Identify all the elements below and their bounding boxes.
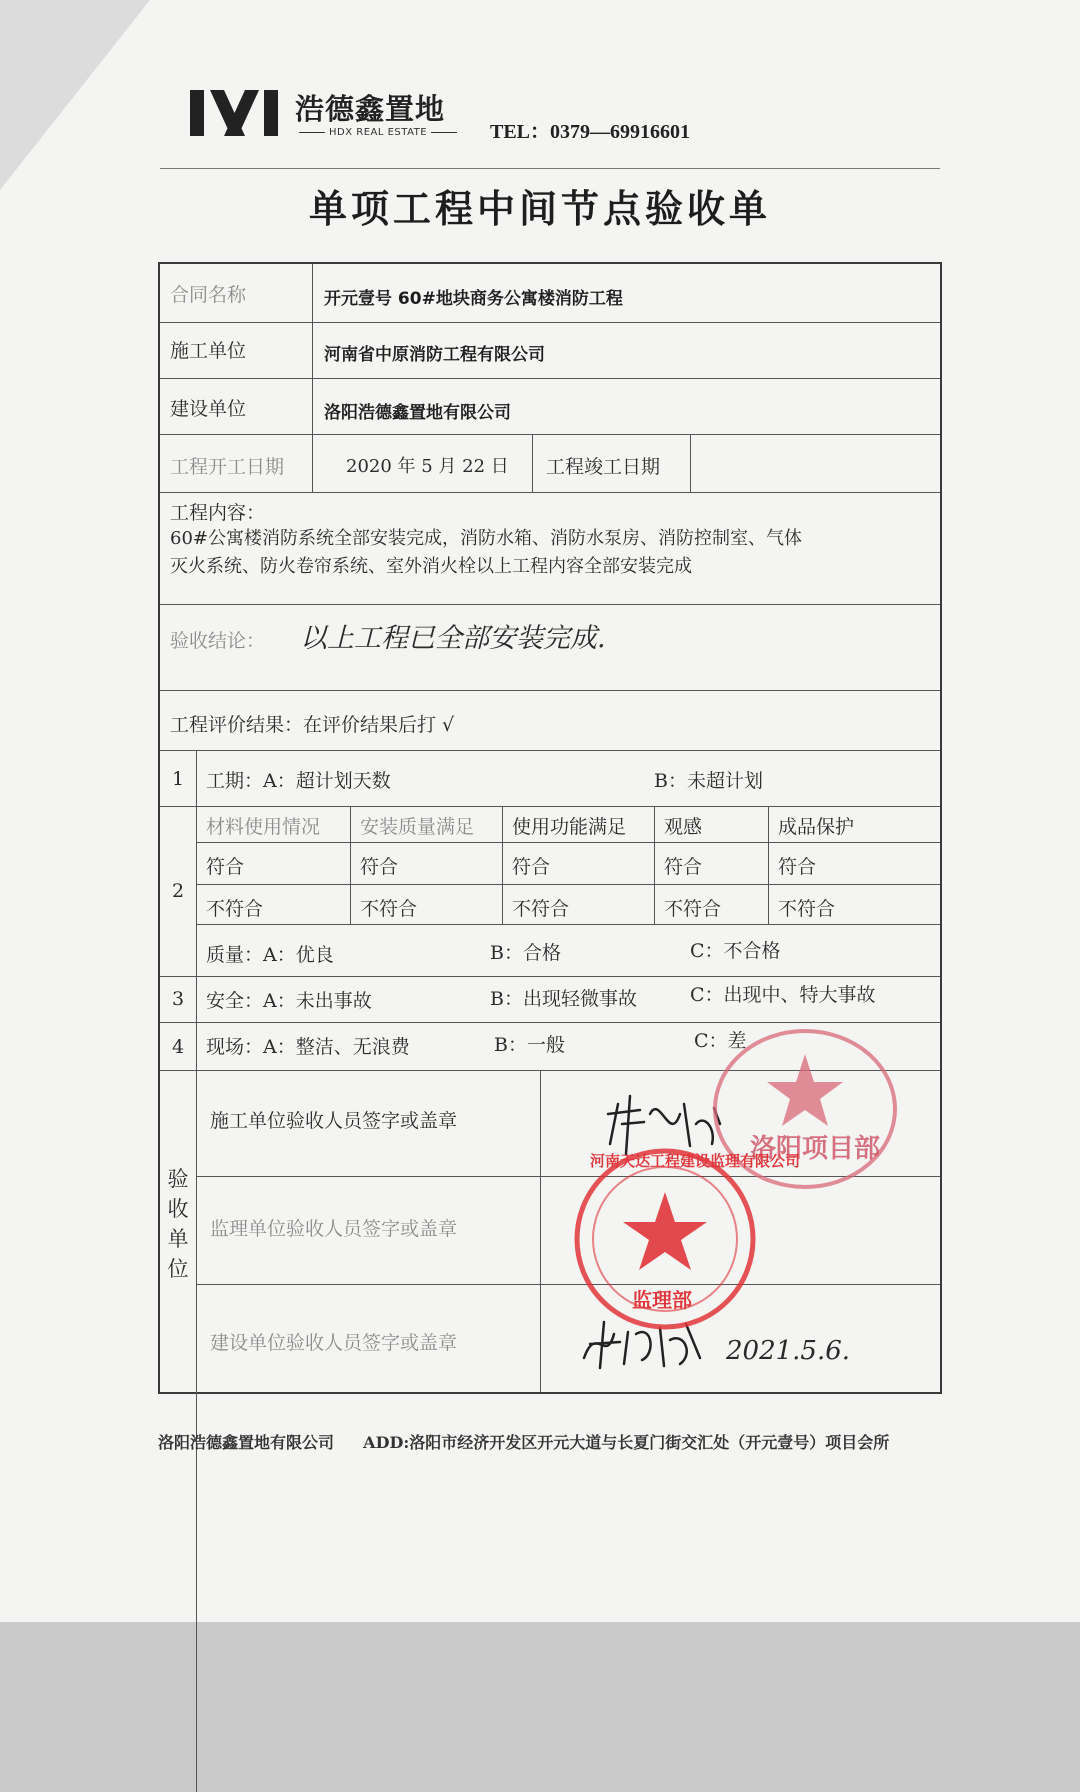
form-title: 单项工程中间节点验收单 bbox=[308, 187, 771, 231]
col-divider bbox=[532, 434, 533, 492]
item-2-number: 2 bbox=[172, 880, 185, 902]
safety-option-a: 安全：A：未出事故 bbox=[206, 990, 372, 1012]
item-1-number: 1 bbox=[172, 768, 185, 790]
row-divider bbox=[160, 690, 940, 691]
constructor-sign-label: 施工单位验收人员签字或盖章 bbox=[210, 1110, 458, 1132]
row-divider bbox=[160, 806, 940, 807]
owner-label: 建设单位 bbox=[170, 398, 247, 420]
supervisor-stamp bbox=[570, 1144, 801, 1334]
company-logo-icon bbox=[190, 90, 280, 136]
telephone: TEL：0379—69916601 bbox=[490, 121, 691, 143]
row-divider bbox=[196, 842, 940, 843]
bad-materials: 不符合 bbox=[206, 898, 264, 920]
col-divider bbox=[654, 806, 655, 924]
acceptance-form bbox=[158, 262, 942, 1394]
project-stamp-text: 洛阳项目部 bbox=[750, 1134, 881, 1164]
bad-install-quality: 不符合 bbox=[360, 898, 418, 920]
header-install-quality: 安装质量满足 bbox=[360, 816, 475, 838]
folded-corner bbox=[0, 0, 150, 190]
col-divider bbox=[196, 750, 197, 1792]
item-4-number: 4 bbox=[172, 1036, 185, 1058]
start-date-value: 2020 年 5 月 22 日 bbox=[346, 456, 509, 477]
supervisor-stamp-dept: 监理部 bbox=[632, 1288, 692, 1312]
page-footer bbox=[158, 1430, 958, 1453]
conclusion-handwriting: 以上工程已全部安装完成. bbox=[300, 623, 606, 654]
supervisor-sign-label: 监理单位验收人员签字或盖章 bbox=[210, 1218, 458, 1240]
schedule-option-b: B：未超计划 bbox=[654, 770, 763, 792]
bad-appearance: 不符合 bbox=[664, 898, 722, 920]
constructor-value: 河南省中原消防工程有限公司 bbox=[324, 345, 545, 365]
conclusion-label: 验收结论： bbox=[170, 630, 266, 652]
site-option-a: 现场：A：整洁、无浪费 bbox=[206, 1036, 410, 1058]
ok-function: 符合 bbox=[512, 856, 551, 878]
row-divider bbox=[160, 434, 940, 435]
owner-value: 洛阳浩德鑫置地有限公司 bbox=[324, 403, 511, 423]
footer-address: ADD:洛阳市经济开发区开元大道与长夏门街交汇处（开元壹号）项目会所 bbox=[363, 1433, 890, 1452]
quality-option-a: 质量：A：优良 bbox=[206, 944, 334, 966]
ok-install-quality: 符合 bbox=[360, 856, 399, 878]
bad-protection: 不符合 bbox=[778, 898, 836, 920]
header-divider bbox=[160, 168, 940, 169]
row-divider bbox=[196, 1284, 940, 1285]
evaluation-intro: 工程评价结果：在评价结果后打 √ bbox=[170, 714, 455, 736]
ok-materials: 符合 bbox=[206, 856, 245, 878]
quality-option-c: C：不合格 bbox=[690, 940, 781, 962]
col-divider bbox=[502, 806, 503, 924]
row-divider bbox=[160, 492, 940, 493]
start-date-label: 工程开工日期 bbox=[170, 456, 285, 478]
col-divider bbox=[312, 264, 313, 492]
item-3-number: 3 bbox=[172, 988, 185, 1010]
row-divider bbox=[160, 604, 940, 605]
header-protection: 成品保护 bbox=[778, 816, 855, 838]
row-divider bbox=[160, 976, 940, 977]
acceptance-date: 2021.5.6. bbox=[726, 1336, 851, 1366]
col-divider bbox=[690, 434, 691, 492]
footer-company: 洛阳浩德鑫置地有限公司 bbox=[158, 1433, 335, 1452]
content-line-2: 灭火系统、防火卷帘系统、室外消火栓以上工程内容全部安装完成 bbox=[170, 556, 692, 577]
ok-protection: 符合 bbox=[778, 856, 817, 878]
company-name-en: HDX REAL ESTATE bbox=[295, 127, 461, 138]
header-appearance: 观感 bbox=[664, 816, 703, 838]
row-divider bbox=[160, 750, 940, 751]
constructor-label: 施工单位 bbox=[170, 340, 247, 362]
company-name-cn: 浩德鑫置地 bbox=[295, 92, 446, 126]
row-divider bbox=[160, 322, 940, 323]
col-divider bbox=[768, 806, 769, 924]
col-divider bbox=[350, 806, 351, 924]
supervisor-stamp-name: 河南天达工程建设监理有限公司 bbox=[590, 1152, 801, 1170]
safety-option-b: B：出现轻微事故 bbox=[490, 988, 637, 1010]
schedule-option-a: 工期：A：超计划天数 bbox=[206, 770, 391, 792]
header-function: 使用功能满足 bbox=[512, 816, 627, 838]
end-date-label: 工程竣工日期 bbox=[546, 456, 661, 478]
safety-option-c: C：出现中、特大事故 bbox=[690, 984, 876, 1006]
row-divider bbox=[196, 924, 940, 925]
acceptance-side-label: 验 收 单 位 bbox=[167, 1167, 189, 1281]
contract-value: 开元壹号 60#地块商务公寓楼消防工程 bbox=[324, 289, 623, 309]
row-divider bbox=[160, 378, 940, 379]
col-divider bbox=[540, 1070, 541, 1392]
owner-sign-label: 建设单位验收人员签字或盖章 bbox=[210, 1332, 458, 1354]
header-materials: 材料使用情况 bbox=[206, 816, 321, 838]
quality-option-b: B：合格 bbox=[490, 942, 561, 964]
content-line-1: 60#公寓楼消防系统全部安装完成，消防水箱、消防水泵房、消防控制室、气体 bbox=[170, 528, 802, 549]
ok-appearance: 符合 bbox=[664, 856, 703, 878]
content-label: 工程内容： bbox=[170, 502, 266, 524]
site-option-c: C：差 bbox=[694, 1030, 747, 1052]
row-divider bbox=[160, 1022, 940, 1023]
row-divider bbox=[196, 884, 940, 885]
contract-label: 合同名称 bbox=[170, 284, 247, 306]
site-option-b: B：一般 bbox=[494, 1034, 565, 1056]
bad-function: 不符合 bbox=[512, 898, 570, 920]
letterhead bbox=[190, 85, 950, 155]
